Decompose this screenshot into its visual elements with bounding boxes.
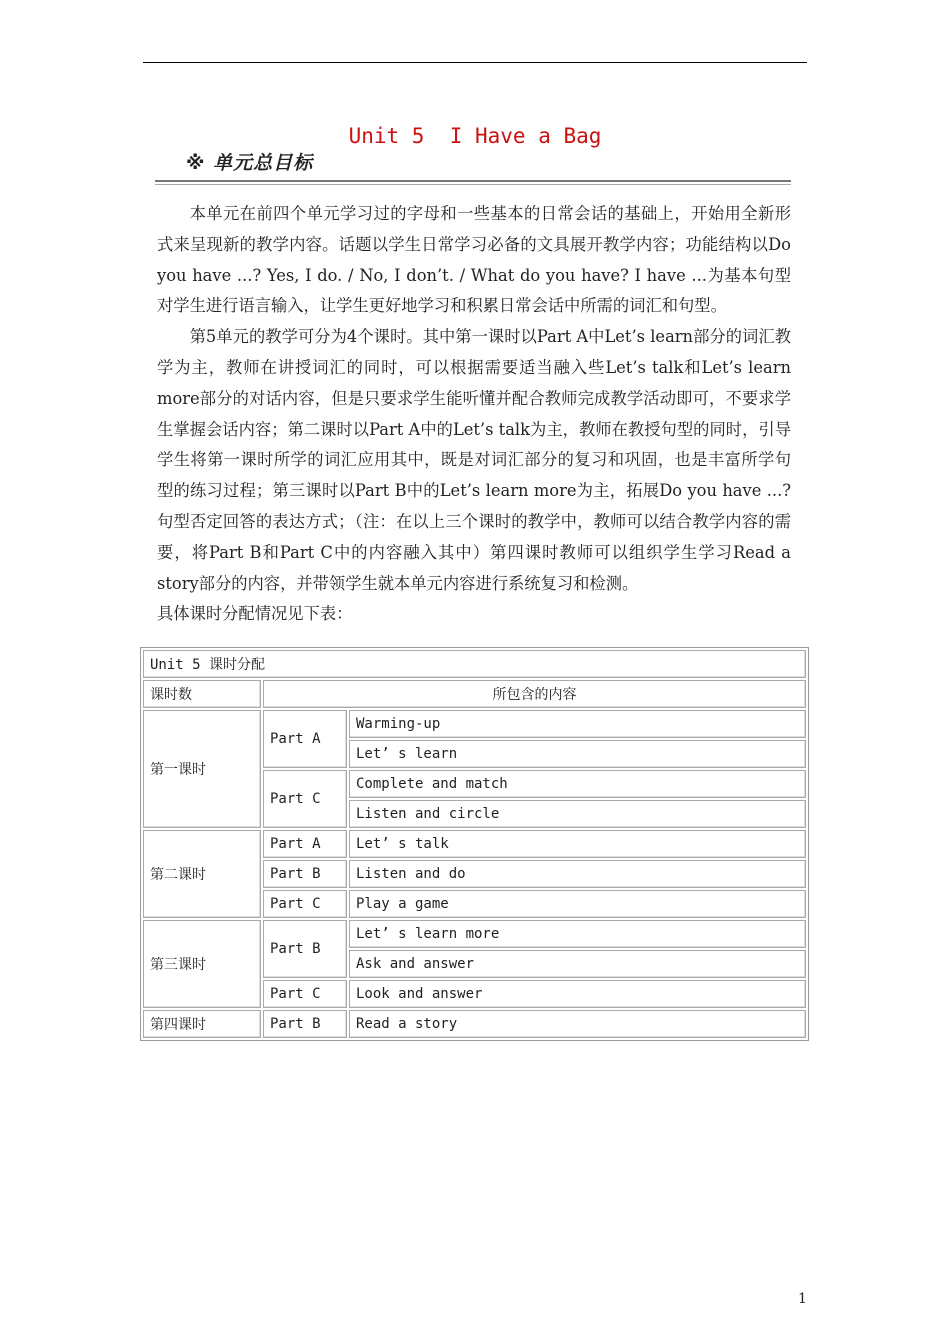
table-row xyxy=(143,1010,806,1038)
paragraph-overview: 本单元在前四个单元学习过的字母和一些基本的日常会话的基础上，开始用全新形式来呈现新的教学内容。话题以学生日常学习必备的文具展开教学内容；功能结构以Do you have ...? Yes, I do. / No, I don’t. / What do you have? I have ...为基本句型对学生进行语言输入，让学生更好地学习和积累日常会话中所需的词汇和句型。 xyxy=(157,204,791,316)
activity-cell: Play a game xyxy=(349,890,806,918)
table-caption: Unit 5 课时分配 xyxy=(143,650,806,678)
section-heading: ※ 单元总目标 xyxy=(186,152,314,174)
activity-cell: Complete and match xyxy=(349,770,806,798)
part-label: Part B xyxy=(263,860,347,888)
page-number: 1 xyxy=(798,1291,807,1307)
lesson-name: 第三课时 xyxy=(143,920,261,1008)
part-label: Part A xyxy=(263,830,347,858)
table-row xyxy=(143,710,806,738)
activity-cell: Warming-up xyxy=(349,710,806,738)
lesson-name: 第四课时 xyxy=(143,1010,261,1038)
activity-cell: Listen and do xyxy=(349,860,806,888)
lesson-name: 第一课时 xyxy=(143,710,261,828)
body-text xyxy=(157,199,791,630)
header-lessons: 课时数 xyxy=(143,680,261,708)
lesson-schedule-table xyxy=(140,647,809,1041)
table-caption-row xyxy=(143,650,806,678)
part-label: Part B xyxy=(263,920,347,978)
section-divider-thin xyxy=(155,184,791,185)
header-rule xyxy=(143,62,807,63)
activity-cell: Read a story xyxy=(349,1010,806,1038)
table-header-row xyxy=(143,680,806,708)
part-label: Part C xyxy=(263,980,347,1008)
table-row xyxy=(143,830,806,858)
part-label: Part B xyxy=(263,1010,347,1038)
activity-cell: Look and answer xyxy=(349,980,806,1008)
section-divider xyxy=(155,180,791,182)
header-content: 所包含的内容 xyxy=(263,680,806,708)
activity-cell: Let’ s learn more xyxy=(349,920,806,948)
part-label: Part A xyxy=(263,710,347,768)
table-row xyxy=(143,920,806,948)
part-label: Part C xyxy=(263,890,347,918)
paragraph-lesson-plan: 第5单元的教学可分为4个课时。其中第一课时以Part A中Let’s learn部分的词汇教学为主，教师在讲授词汇的同时，可以根据需要适当融入些Let’s talk和Let’s learn more部分的对话内容，但是只要求学生能听懂并配合教师完成教学活动即可，不要求学生掌握会话内容；第二课时以Part A中的Let’s talk为主，教师在教授句型的同时，引导学生将第一课时所学的词汇应用其中，既是对词汇部分的复习和巩固，也是丰富所学句型的练习过程；第三课时以Part B中的Let’s learn more为主，拓展Do you have ...?句型否定回答的表达方式；（注：在以上三个课时的教学中，教师可以结合教学内容的需要，将Part B和Part C中的内容融入其中）第四课时教师可以组织学生学习Read a story部分的内容，并带领学生就本单元内容进行系统复习和检测。 xyxy=(157,327,791,593)
activity-cell: Let’ s talk xyxy=(349,830,806,858)
paragraph-table-intro: 具体课时分配情况见下表： xyxy=(157,604,353,624)
part-label: Part C xyxy=(263,770,347,828)
lesson-name: 第二课时 xyxy=(143,830,261,918)
page-title: Unit 5 I Have a Bag xyxy=(348,124,602,148)
activity-cell: Listen and circle xyxy=(349,800,806,828)
activity-cell: Ask and answer xyxy=(349,950,806,978)
activity-cell: Let’ s learn xyxy=(349,740,806,768)
